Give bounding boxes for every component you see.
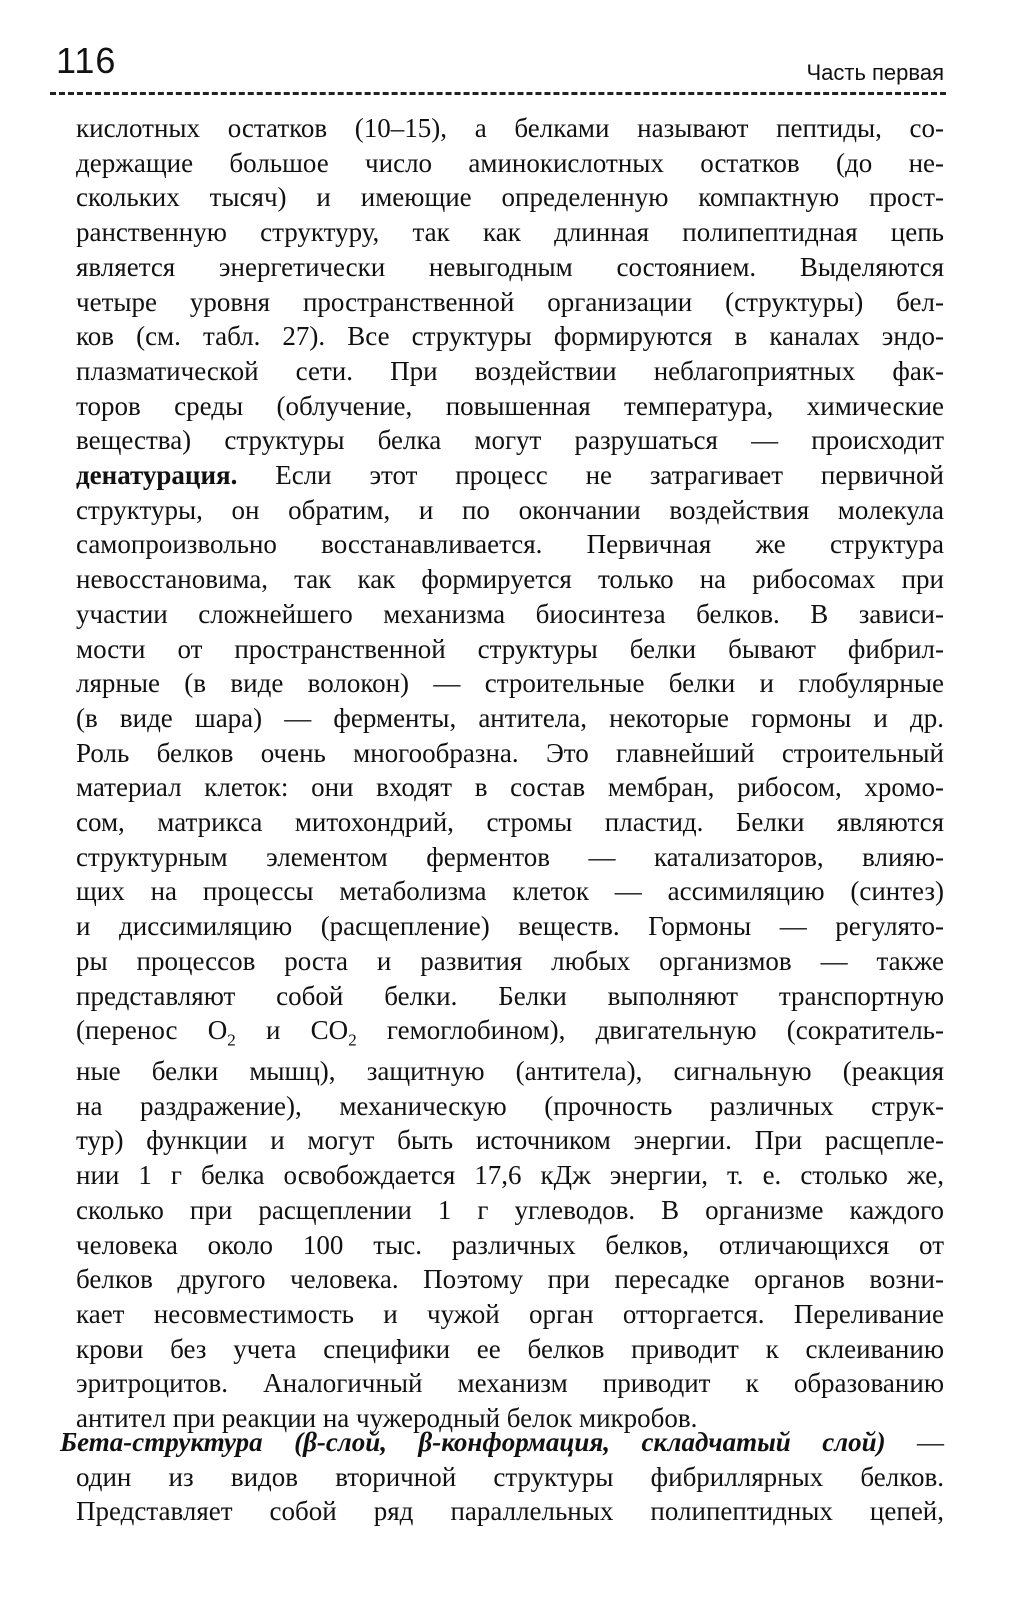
text-line: сом, матрикса митохондрий, стромы пластид. Белки являются (76, 807, 944, 838)
running-title: Часть первая (806, 60, 944, 85)
text-line: кислотных остатков (10–15), а белками называют пептиды, со- (76, 113, 944, 143)
text-line: вещества) структуры белка могут разрушаться — происходит (76, 425, 944, 456)
text-line: кает несовместимость и чужой орган отторгается. Переливание (76, 1298, 944, 1329)
text-line: белков другого человека. Поэтому при пересадке органов возни- (76, 1264, 944, 1295)
page-number: 116 (56, 40, 117, 81)
text-fragment: Если этот процесс не затрагивает первичной (237, 460, 944, 491)
text-line: участии сложнейшего механизма биосинтеза белков. В зависи- (76, 598, 944, 629)
text-line (76, 1013, 944, 1048)
text-line: скольких тысяч) и имеющие определенную компактную прост- (76, 182, 944, 213)
text-fragment: — (885, 1427, 944, 1457)
text-line: ные белки мышц), защитную (антитела), сигнальную (реакция (76, 1055, 944, 1086)
text-line: Роль белков очень многообразна. Это главнейший строительный (76, 737, 944, 768)
text-fragment: и CO (235, 1015, 349, 1046)
text-line: антител при реакции на чужеродный белок микробов. (76, 1403, 698, 1434)
glossary-entry (60, 1425, 944, 1529)
entry-heading-line (60, 1425, 944, 1460)
text-line: нии 1 г белка освобождается 17,6 кДж энергии, т. е. столько же, (76, 1160, 944, 1191)
text-line: тур) функции и могут быть источником энергии. При расщепле- (76, 1125, 944, 1156)
text-line: ры процессов роста и развития любых организмов — также (76, 945, 944, 976)
text-line: крови без учета специфики ее белков приводит к склеиванию (76, 1333, 944, 1364)
text-line: материал клеток: они входят в состав мембран, рибосом, хромо- (76, 772, 944, 803)
text-line: лярные (в виде волокон) — строительные белки и глобулярные (76, 668, 944, 699)
text-line: четыре уровня пространственной организации (структуры) бел- (76, 286, 944, 317)
text-line: является энергетически невыгодным состоянием. Выделяются (76, 251, 944, 282)
text-line: мости от пространственной структуры белки бывают фибрил- (76, 633, 944, 664)
body-paragraph (76, 111, 944, 1436)
text-line: и диссимиляцию (расщепление) веществ. Гормоны — регулято- (76, 911, 944, 942)
text-line: эритроцитов. Аналогичный механизм приводит к образованию (76, 1368, 944, 1399)
text-line: держащие большое число аминокислотных остатков (до не- (76, 147, 944, 178)
text-line: щих на процессы метаболизма клеток — ассимиляцию (синтез) (76, 876, 944, 907)
text-line: торов среды (облучение, повышенная температура, химические (76, 390, 944, 421)
text-fragment: гемоглобином), двигательную (сократитель- (356, 1015, 944, 1046)
text-line: самопроизвольно восстанавливается. Первичная же структура (76, 529, 944, 560)
subscript: 2 (227, 1030, 236, 1050)
page-header (50, 40, 946, 95)
bold-term-denaturation: денатурация. (76, 460, 238, 491)
text-line: представляют собой белки. Белки выполняют транспортную (76, 980, 944, 1011)
text-line: невосстановима, так как формируется только на рибосомах при (76, 564, 944, 595)
text-line: ранственную структуру, так как длинная полипептидная цепь (76, 217, 944, 248)
text-line: структуры, он обратим, и по окончании воздействия молекула (76, 494, 944, 525)
text-line: плазматической сети. При воздействии неблагоприятных фак- (76, 355, 944, 386)
text-fragment: (перенос O (76, 1015, 228, 1046)
text-line: (в виде шара) — ферменты, антитела, некоторые гормоны и др. (76, 702, 944, 733)
glossary-term: Бета-структура (β-слой, β-конформация, складчатый слой) (60, 1427, 886, 1457)
text-line: на раздражение), механическую (прочность различных струк- (76, 1090, 944, 1121)
text-line: структурным элементом ферментов — катализаторов, влияю- (76, 841, 944, 872)
text-line: ков (см. табл. 27). Все структуры формируются в каналах эндо- (76, 321, 944, 352)
text-line: Представляет собой ряд параллельных полипептидных цепей, (76, 1496, 944, 1527)
text-line (76, 458, 944, 493)
text-line: один из видов вторичной структуры фибриллярных белков. (76, 1461, 944, 1492)
text-line: человека около 100 тыс. различных белков, отличающихся от (76, 1229, 944, 1260)
subscript: 2 (348, 1030, 357, 1050)
text-line: сколько при расщеплении 1 г углеводов. В организме каждого (76, 1194, 944, 1225)
